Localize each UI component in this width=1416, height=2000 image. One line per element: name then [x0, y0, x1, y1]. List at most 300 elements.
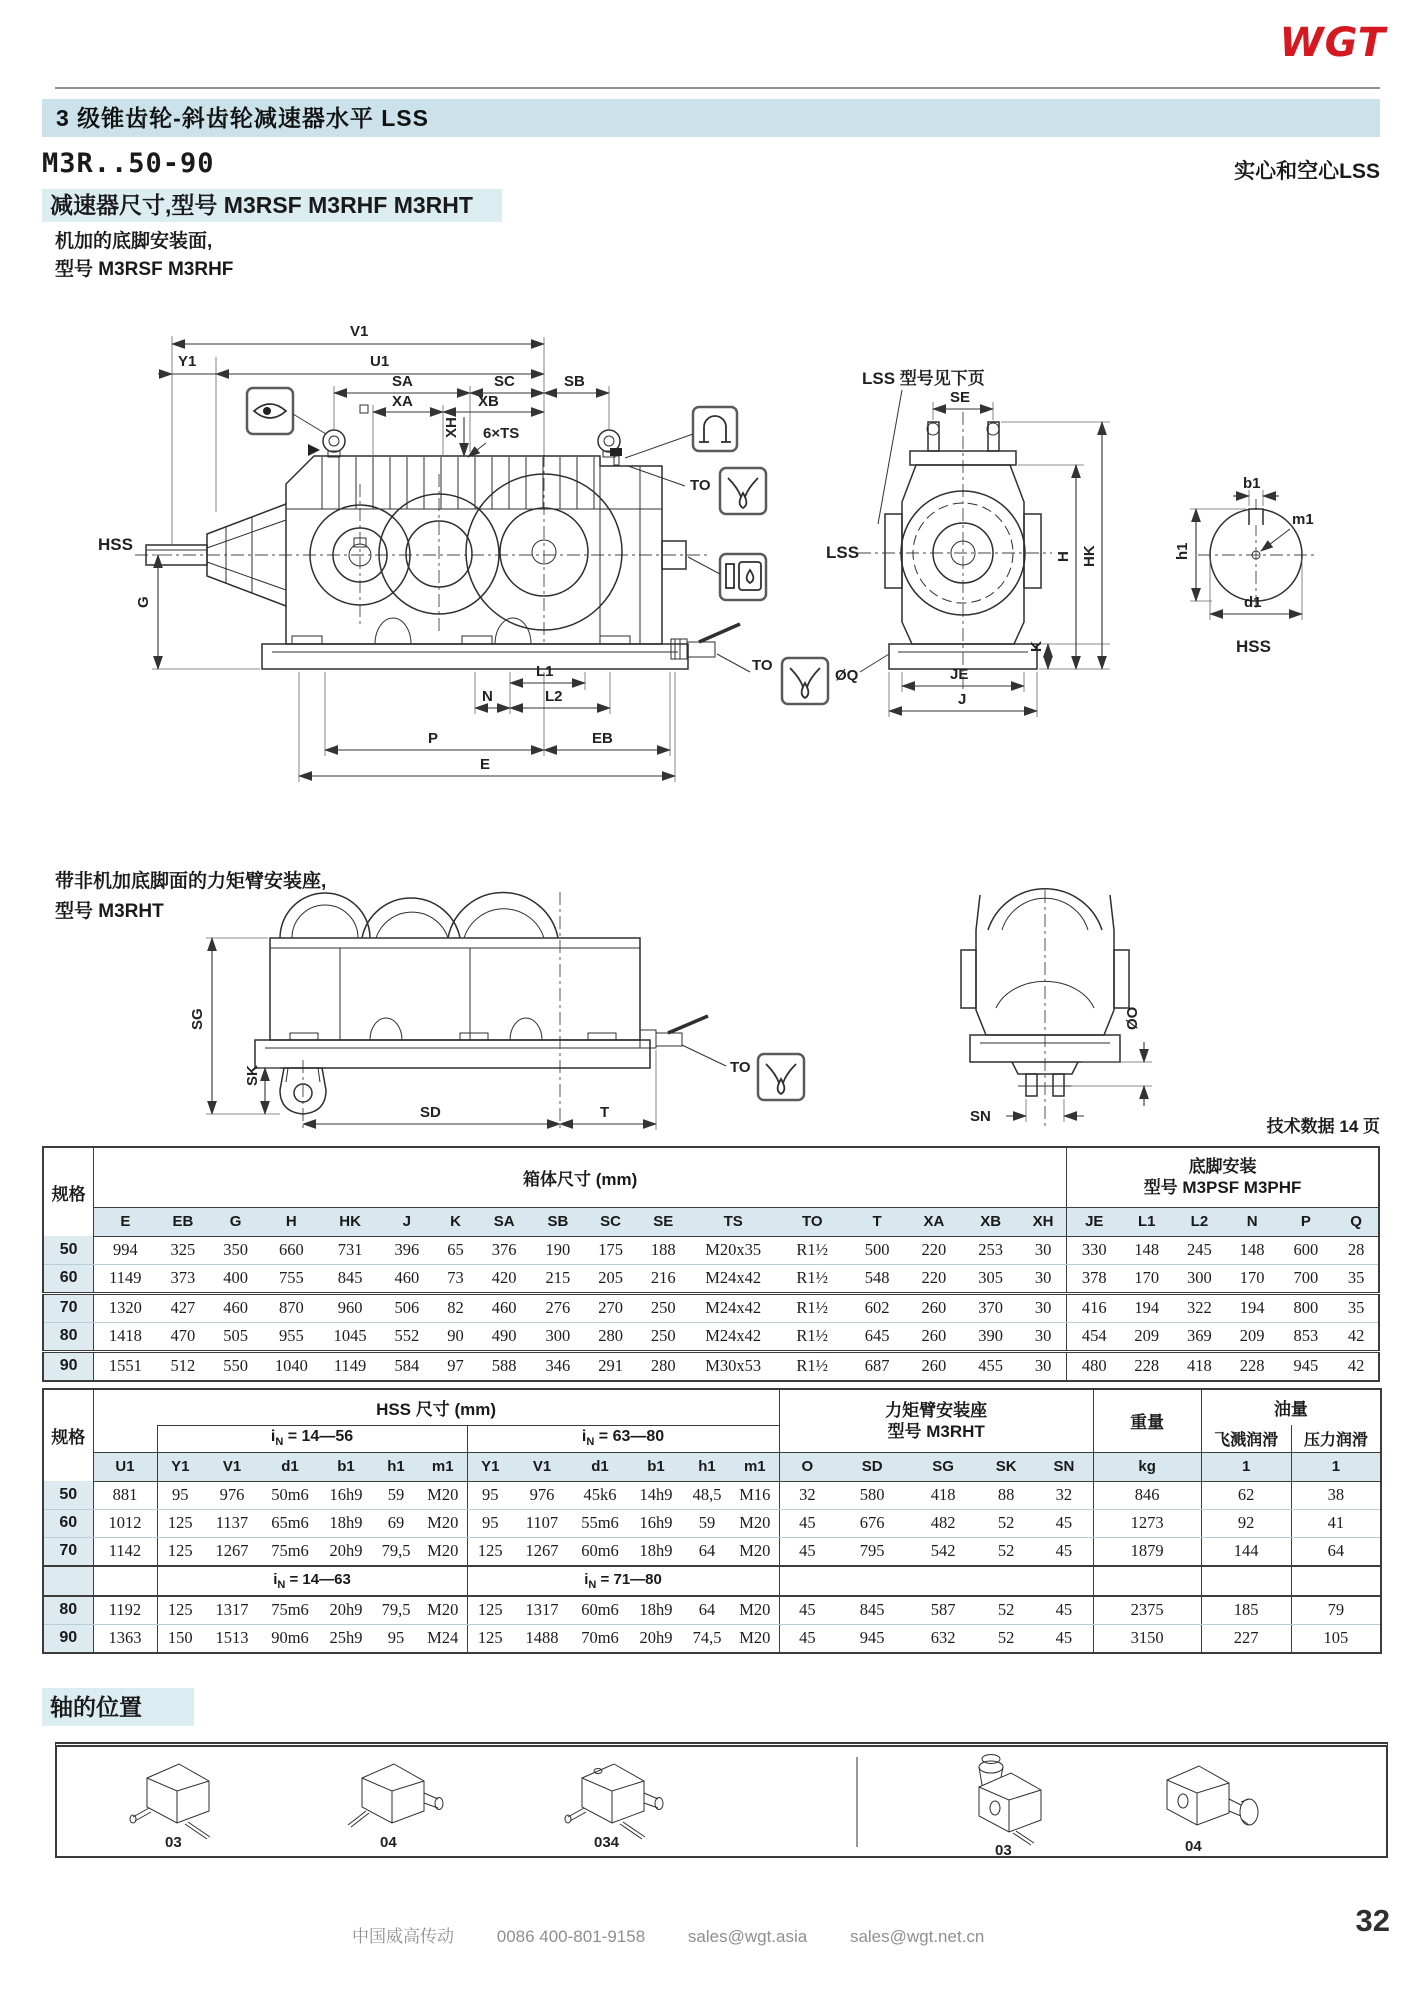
- cell: 800: [1277, 1293, 1334, 1322]
- table-row: [43, 1264, 1379, 1293]
- cell: 390: [961, 1322, 1020, 1351]
- cell: 253: [961, 1236, 1020, 1264]
- svg-text:L1: L1: [536, 663, 554, 680]
- cell: 75m6: [261, 1537, 319, 1566]
- torque-arm-group-header: [779, 1389, 1093, 1452]
- cell: 125: [467, 1596, 513, 1625]
- table-row: [43, 1481, 1381, 1509]
- cell: 227: [1201, 1624, 1291, 1653]
- cell: M20: [731, 1537, 779, 1566]
- cell: 845: [321, 1264, 380, 1293]
- cell: 220: [907, 1236, 962, 1264]
- cell: 276: [532, 1293, 585, 1322]
- col-header: V1: [513, 1452, 571, 1481]
- cell: 52: [977, 1624, 1035, 1653]
- cell: 74,5: [683, 1624, 731, 1653]
- cell: [93, 1566, 157, 1596]
- cell: 584: [394, 1356, 420, 1375]
- svg-text:E: E: [480, 756, 491, 773]
- col-header: 1: [1201, 1452, 1291, 1481]
- col-header: SB: [532, 1207, 585, 1236]
- col-header: L1: [1121, 1207, 1172, 1236]
- svg-text:SG: SG: [189, 1008, 206, 1030]
- cell: 346: [545, 1356, 571, 1375]
- spec-header: 规格: [43, 1147, 94, 1236]
- cell: 18h9: [319, 1509, 373, 1537]
- col-header: SC: [584, 1207, 637, 1236]
- tech-data-ref: 技术数据 14 页: [1266, 1117, 1380, 1136]
- svg-text:JE: JE: [950, 666, 969, 683]
- cell: 645: [848, 1322, 907, 1351]
- cell: M24x42: [690, 1264, 777, 1293]
- svg-text:034: 034: [594, 1834, 620, 1851]
- oil-level-icon: [720, 554, 766, 600]
- table-housing-dimensions: [42, 1146, 1380, 1382]
- drawing-gearbox-machined-feet: [40, 262, 1392, 862]
- cell: M16: [731, 1481, 779, 1509]
- cell: 418: [1187, 1356, 1212, 1375]
- cell: 175: [584, 1236, 637, 1264]
- cell: M20: [731, 1596, 779, 1625]
- cell: 945: [835, 1624, 909, 1653]
- svg-text:SB: SB: [564, 373, 585, 390]
- size-cell: 60: [43, 1264, 94, 1293]
- cell: 1363: [93, 1624, 157, 1653]
- weight-group-header: 重量: [1093, 1389, 1201, 1452]
- cell: 470: [157, 1322, 210, 1351]
- cell: 795: [835, 1537, 909, 1566]
- svg-text:04: 04: [1185, 1838, 1202, 1855]
- svg-text:03: 03: [165, 1834, 182, 1851]
- cell: M30x53: [705, 1356, 762, 1375]
- cell: 2375: [1093, 1596, 1201, 1625]
- cell: 209: [1227, 1322, 1278, 1351]
- col-header: m1: [419, 1452, 467, 1481]
- table-row: [43, 1236, 1379, 1264]
- cell: 220: [907, 1264, 962, 1293]
- to-drain-label-2: TO: [730, 1059, 751, 1076]
- col-header: G: [209, 1207, 262, 1236]
- cell: 14h9: [629, 1481, 683, 1509]
- cell: 69: [373, 1509, 419, 1537]
- cell: [1291, 1566, 1381, 1596]
- svg-text:J: J: [958, 691, 967, 708]
- svg-text:V1: V1: [350, 323, 369, 340]
- housing-dims-group-header: 箱体尺寸 (mm): [523, 1169, 638, 1189]
- cell: 1418: [94, 1322, 157, 1351]
- cell: 30: [1034, 1356, 1052, 1375]
- col-header: Y1: [467, 1452, 513, 1481]
- cell: 194: [1227, 1293, 1278, 1322]
- cell: 330: [1067, 1236, 1122, 1264]
- cell: 42: [1347, 1356, 1365, 1375]
- col-header: SD: [835, 1452, 909, 1481]
- cell: 1142: [93, 1537, 157, 1566]
- svg-text:03: 03: [995, 1842, 1012, 1859]
- cell: 1107: [513, 1509, 571, 1537]
- cell: 18h9: [629, 1537, 683, 1566]
- col-header: SK: [977, 1452, 1035, 1481]
- cell: 1320: [94, 1293, 157, 1322]
- oil-group-header: 油量: [1201, 1389, 1381, 1425]
- svg-text:N: N: [482, 688, 493, 705]
- cell: 205: [584, 1264, 637, 1293]
- cell: R1½: [796, 1356, 829, 1375]
- cell: 215: [532, 1264, 585, 1293]
- svg-text:K: K: [1028, 641, 1045, 652]
- cell: 853: [1277, 1322, 1334, 1351]
- size-cell: 70: [43, 1293, 94, 1322]
- cell: 228: [1134, 1356, 1160, 1375]
- cell: M24x42: [690, 1322, 777, 1351]
- col-header: TS: [690, 1207, 777, 1236]
- oil-splash-header: 飞溅润滑: [1201, 1425, 1291, 1452]
- cell: 125: [157, 1509, 203, 1537]
- cell: 45: [1035, 1596, 1093, 1625]
- note1-line1: 机加的底脚安装面,: [55, 231, 213, 252]
- col-header: EB: [157, 1207, 210, 1236]
- cell: 216: [637, 1264, 690, 1293]
- shaft-positions-diagrams: [57, 1747, 1386, 1858]
- cell: 378: [1067, 1264, 1122, 1293]
- cell: 65m6: [261, 1509, 319, 1537]
- col-header: TO: [777, 1207, 848, 1236]
- cell: 79: [1291, 1596, 1381, 1625]
- svg-text:EB: EB: [592, 730, 613, 747]
- col-header: b1: [629, 1452, 683, 1481]
- col-header: XA: [907, 1207, 962, 1236]
- svg-text:XB: XB: [478, 393, 499, 410]
- cell: 70m6: [571, 1624, 629, 1653]
- cell: [43, 1566, 93, 1596]
- svg-text:G: G: [135, 596, 152, 608]
- cell: 45: [779, 1509, 835, 1537]
- cell: 755: [262, 1264, 321, 1293]
- cell: R1½: [777, 1293, 848, 1322]
- cell: 460: [379, 1264, 434, 1293]
- cell: 369: [1172, 1322, 1227, 1351]
- cell: 64: [1291, 1537, 1381, 1566]
- col-header: m1: [731, 1452, 779, 1481]
- ratio-range-3: $i_N$ = 14—63: [157, 1566, 467, 1596]
- drain-valve: [671, 624, 740, 659]
- col-header: L2: [1172, 1207, 1227, 1236]
- right-subtitle: 实心和空心LSS: [1234, 160, 1380, 183]
- cell: 20h9: [319, 1596, 373, 1625]
- cell: 1317: [513, 1596, 571, 1625]
- svg-text:XH: XH: [443, 417, 460, 438]
- cell: 460: [477, 1293, 532, 1322]
- cell: 90m6: [261, 1624, 319, 1653]
- size-cell: 50: [43, 1481, 93, 1509]
- cell: 52: [977, 1509, 1035, 1537]
- cell: 400: [209, 1264, 262, 1293]
- top-rule: [55, 87, 1380, 89]
- ratio-range-2: $i_N$ = 63—80: [467, 1425, 779, 1452]
- cell: 550: [223, 1356, 248, 1375]
- col-header: b1: [319, 1452, 373, 1481]
- note1-line2: 型号 M3RSF M3RHF: [55, 259, 234, 280]
- svg-text:SA: SA: [392, 373, 413, 390]
- cell: 32: [1035, 1481, 1093, 1509]
- cell: M20: [419, 1596, 467, 1625]
- cell: 960: [321, 1293, 380, 1322]
- svg-text:6×TS: 6×TS: [483, 425, 520, 442]
- col-header: 1: [1291, 1452, 1381, 1481]
- col-header: XH: [1020, 1207, 1067, 1236]
- svg-text:SC: SC: [494, 373, 515, 390]
- cell: 1040: [274, 1356, 308, 1375]
- cell: 79,5: [373, 1596, 419, 1625]
- cell: [1093, 1566, 1201, 1596]
- cell: 45: [779, 1537, 835, 1566]
- cell: 490: [477, 1322, 532, 1351]
- cell: 48,5: [683, 1481, 731, 1509]
- cell: 3150: [1093, 1624, 1201, 1653]
- cell: 148: [1227, 1236, 1278, 1264]
- cell: 870: [262, 1293, 321, 1322]
- note2-line1: 带非机加底脚面的力矩臂安装座,: [55, 871, 327, 892]
- ratio-range-4: $i_N$ = 71—80: [467, 1566, 779, 1596]
- col-header: SA: [477, 1207, 532, 1236]
- cell: 1267: [513, 1537, 571, 1566]
- cell: 552: [379, 1322, 434, 1351]
- table-row: [43, 1351, 1379, 1381]
- col-header: SG: [909, 1452, 977, 1481]
- footer-email-net: sales@wgt.net.cn: [849, 1927, 985, 1946]
- hss-group-header: HSS 尺寸 (mm): [376, 1399, 497, 1419]
- cell: 185: [1201, 1596, 1291, 1625]
- cell: 955: [262, 1322, 321, 1351]
- cell: M24: [419, 1624, 467, 1653]
- cell: 188: [637, 1236, 690, 1264]
- cell: R1½: [777, 1264, 848, 1293]
- col-header: E: [94, 1207, 157, 1236]
- footer-phone: 0086 400-801-9158: [496, 1927, 646, 1946]
- cell: 95: [467, 1509, 513, 1537]
- cell: 846: [1093, 1481, 1201, 1509]
- cell: 845: [835, 1596, 909, 1625]
- torque-arm-line1: 力矩臂安装座: [885, 1400, 988, 1420]
- cell: 18h9: [629, 1596, 683, 1625]
- cell: 945: [1293, 1356, 1319, 1375]
- footer-email-asia: sales@wgt.asia: [687, 1927, 808, 1946]
- col-header: Y1: [157, 1452, 203, 1481]
- cell: 64: [683, 1537, 731, 1566]
- cell: 1012: [93, 1509, 157, 1537]
- ratio-spacer-row: [43, 1566, 1381, 1596]
- cell: 250: [637, 1293, 690, 1322]
- cell: 482: [909, 1509, 977, 1537]
- cell: 75m6: [261, 1596, 319, 1625]
- col-header: H: [262, 1207, 321, 1236]
- cell: 55m6: [571, 1509, 629, 1537]
- table-row: [43, 1293, 1379, 1322]
- col-header: U1: [93, 1452, 157, 1481]
- size-cell: 80: [43, 1596, 93, 1625]
- cell: 300: [532, 1322, 585, 1351]
- cell: 580: [835, 1481, 909, 1509]
- svg-text:Y1: Y1: [178, 353, 197, 370]
- size-cell: 90: [43, 1351, 94, 1381]
- cell: 305: [961, 1264, 1020, 1293]
- svg-text:LSS 型号见下页: LSS 型号见下页: [862, 369, 985, 388]
- cell: 16h9: [629, 1509, 683, 1537]
- cell: 16h9: [319, 1481, 373, 1509]
- cell: 45: [1035, 1537, 1093, 1566]
- svg-text:T: T: [600, 1104, 610, 1121]
- svg-text:HK: HK: [1081, 545, 1098, 567]
- cell: 42: [1334, 1322, 1379, 1351]
- size-cell: 90: [43, 1624, 93, 1653]
- shaft-positions-title: 轴的位置: [42, 1688, 194, 1726]
- cell: 59: [683, 1509, 731, 1537]
- cell: 38: [1291, 1481, 1381, 1509]
- cell: 194: [1121, 1293, 1172, 1322]
- svg-text:P: P: [428, 730, 439, 747]
- svg-text:HSS: HSS: [98, 535, 133, 554]
- cell: 396: [379, 1236, 434, 1264]
- cell: 190: [532, 1236, 585, 1264]
- cell: 35: [1334, 1293, 1379, 1322]
- cell: 587: [909, 1596, 977, 1625]
- size-cell: 50: [43, 1236, 94, 1264]
- cell: 62: [1201, 1481, 1291, 1509]
- col-header: T: [848, 1207, 907, 1236]
- cell: 95: [467, 1481, 513, 1509]
- size-cell: 80: [43, 1322, 94, 1351]
- table-row: [43, 1624, 1381, 1653]
- cell: 30: [1020, 1264, 1067, 1293]
- cell: 1273: [1093, 1509, 1201, 1537]
- cell: M20: [419, 1509, 467, 1537]
- svg-text:m1: m1: [1292, 511, 1314, 528]
- cell: 976: [513, 1481, 571, 1509]
- cell: 52: [977, 1537, 1035, 1566]
- cell: 144: [1201, 1537, 1291, 1566]
- cell: 25h9: [319, 1624, 373, 1653]
- ratio-range-1: $i_N$ = 14—56: [157, 1425, 467, 1452]
- cell: 45: [779, 1624, 835, 1653]
- cell: R1½: [777, 1322, 848, 1351]
- shaft-position-034: [565, 1764, 663, 1851]
- cell: M24x42: [690, 1293, 777, 1322]
- cell: 1137: [203, 1509, 261, 1537]
- table-hss-dimensions: [42, 1388, 1382, 1654]
- cell: 542: [909, 1537, 977, 1566]
- cell: 148: [1121, 1236, 1172, 1264]
- cell: 64: [683, 1596, 731, 1625]
- foot-mount-line1: 底脚安装: [1188, 1157, 1257, 1176]
- cell: 280: [584, 1322, 637, 1351]
- cell: 1149: [94, 1264, 157, 1293]
- cell: 92: [1201, 1509, 1291, 1537]
- oil-pressure-header: 压力润滑: [1291, 1425, 1381, 1452]
- cell: 687: [864, 1356, 890, 1375]
- cell: 45: [779, 1596, 835, 1625]
- shaft-position-04: [348, 1764, 443, 1851]
- col-header: d1: [261, 1452, 319, 1481]
- svg-text:h1: h1: [1174, 542, 1191, 560]
- cell: 676: [835, 1509, 909, 1537]
- table-row: [43, 1509, 1381, 1537]
- size-cell: 70: [43, 1537, 93, 1566]
- cell: 260: [921, 1356, 947, 1375]
- end-view-torque-arm: [961, 889, 1152, 1128]
- cell: 60m6: [571, 1537, 629, 1566]
- col-header: JE: [1067, 1207, 1122, 1236]
- table-row: [43, 1322, 1379, 1351]
- cell: 270: [584, 1293, 637, 1322]
- side-view-torque-arm: [189, 892, 804, 1130]
- cell: 32: [779, 1481, 835, 1509]
- size-cell: 60: [43, 1509, 93, 1537]
- col-header: XB: [961, 1207, 1020, 1236]
- col-header: HK: [321, 1207, 380, 1236]
- col-header: V1: [203, 1452, 261, 1481]
- cell: 700: [1277, 1264, 1334, 1293]
- col-header: O: [779, 1452, 835, 1481]
- cell: 59: [373, 1481, 419, 1509]
- cell: 994: [94, 1236, 157, 1264]
- cell: 150: [157, 1624, 203, 1653]
- col-header: kg: [1093, 1452, 1201, 1481]
- cell: 79,5: [373, 1537, 419, 1566]
- shaft-position-03: [130, 1764, 210, 1851]
- cell: 95: [157, 1481, 203, 1509]
- cell: 105: [1291, 1624, 1381, 1653]
- footer-company: 中国威高传动: [352, 1927, 454, 1946]
- cell: 1879: [1093, 1537, 1201, 1566]
- cell: 170: [1121, 1264, 1172, 1293]
- cell: M20: [419, 1537, 467, 1566]
- cell: 588: [491, 1356, 517, 1375]
- cell: 454: [1067, 1322, 1122, 1351]
- cell: 45k6: [571, 1481, 629, 1509]
- cell: 976: [203, 1481, 261, 1509]
- col-header: J: [379, 1207, 434, 1236]
- cell: 322: [1172, 1293, 1227, 1322]
- side-view-housing: [146, 430, 740, 669]
- col-header: d1: [571, 1452, 629, 1481]
- cell: 170: [1227, 1264, 1278, 1293]
- shaft-position-04-hollow: [1167, 1766, 1258, 1855]
- cell: 280: [650, 1356, 676, 1375]
- cell: 1317: [203, 1596, 261, 1625]
- u1-spacer: [93, 1425, 157, 1452]
- svg-text:SN: SN: [970, 1108, 991, 1125]
- cell: 500: [848, 1236, 907, 1264]
- cell: 50m6: [261, 1481, 319, 1509]
- cell: 881: [93, 1481, 157, 1509]
- cell: 52: [977, 1596, 1035, 1625]
- cell: M20: [419, 1481, 467, 1509]
- foot-mount-group-header: [1067, 1147, 1379, 1207]
- cell: 506: [379, 1293, 434, 1322]
- page-number: 32: [1355, 1903, 1390, 1938]
- svg-text:SK: SK: [244, 1065, 261, 1086]
- cell: 125: [157, 1537, 203, 1566]
- svg-text:ØQ: ØQ: [835, 667, 859, 684]
- spec-header-2: 规格: [43, 1389, 93, 1481]
- wgt-logo: WGT: [1279, 20, 1386, 66]
- cell: 82: [434, 1293, 477, 1322]
- cell: M20: [731, 1509, 779, 1537]
- col-header: K: [434, 1207, 477, 1236]
- col-header: SN: [1035, 1452, 1093, 1481]
- col-header: P: [1277, 1207, 1334, 1236]
- cell: 418: [909, 1481, 977, 1509]
